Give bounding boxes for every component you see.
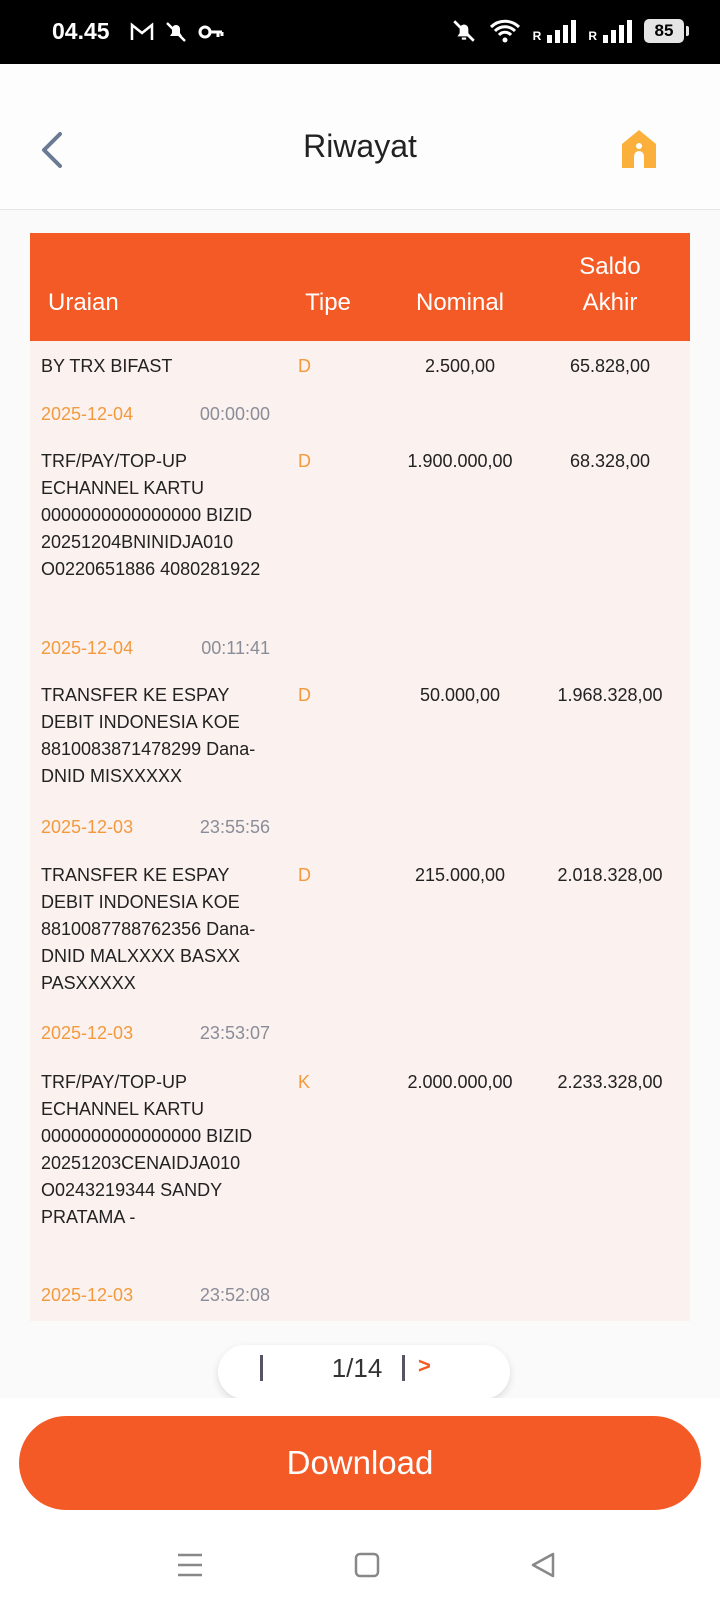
row-saldo: 2.233.328,00 xyxy=(557,1072,663,1092)
key-icon xyxy=(198,22,224,42)
row-tipe: D xyxy=(298,356,311,376)
table-row xyxy=(30,850,690,1057)
signal-icon-1: R xyxy=(533,19,577,43)
row-date: 2025-12-04 xyxy=(41,404,134,424)
table-row xyxy=(30,436,690,670)
status-time: 04.45 xyxy=(52,18,110,44)
row-time: 23:52:08 xyxy=(199,1285,270,1305)
row-nominal: 1.900.000,00 xyxy=(407,451,513,471)
row-date: 2025-12-03 xyxy=(41,1023,134,1043)
row-saldo: 68.328,00 xyxy=(569,451,651,471)
col-uraian: Uraian xyxy=(48,289,119,316)
system-nav-bar xyxy=(0,1540,720,1600)
row-nominal: 2.500,00 xyxy=(424,356,496,376)
row-tipe: D xyxy=(298,685,311,705)
row-tipe: D xyxy=(298,451,311,471)
square-icon[interactable] xyxy=(354,1552,380,1578)
table-row xyxy=(30,1057,690,1319)
row-time: 23:55:56 xyxy=(199,817,270,837)
mute-icon xyxy=(164,20,188,44)
table-row xyxy=(30,341,690,436)
row-time: 00:11:41 xyxy=(201,638,270,658)
row-time: 23:53:07 xyxy=(199,1023,270,1043)
wifi-icon xyxy=(489,18,521,44)
download-button[interactable]: Download xyxy=(19,1416,701,1510)
row-uraian: TRF/PAY/TOP-UP ECHANNEL KARTU 0000000000000000 BIZID 20251203CENAIDJA010 O0243219344 SANDY PRATAMA - xyxy=(41,1072,253,1227)
table-row xyxy=(30,670,690,850)
next-page-button[interactable]: > xyxy=(418,1353,431,1378)
row-saldo: 65.828,00 xyxy=(569,356,651,376)
row-date: 2025-12-04 xyxy=(41,638,134,658)
row-saldo: 1.968.328,00 xyxy=(557,685,663,705)
row-nominal: 50.000,00 xyxy=(419,685,501,705)
row-uraian: TRF/PAY/TOP-UP ECHANNEL KARTU 0000000000000000 BIZID 20251204BNINIDJA010 O0220651886 4080281922 xyxy=(41,451,261,579)
app-header xyxy=(0,64,720,210)
pagination xyxy=(218,1345,510,1399)
row-uraian: TRANSFER KE ESPAY DEBIT INDONESIA KOE 8810087788762356 Dana-DNID MALXXXX BASXX PASXXXXX xyxy=(41,865,256,993)
row-nominal: 215.000,00 xyxy=(414,865,506,885)
row-date: 2025-12-03 xyxy=(41,1285,134,1305)
row-uraian: TRANSFER KE ESPAY DEBIT INDONESIA KOE 8810083871478299 Dana-DNID MISXXXXX xyxy=(41,685,256,786)
status-left-icons xyxy=(130,20,224,44)
col-tipe: Tipe xyxy=(305,289,351,316)
row-time: 00:00:00 xyxy=(199,404,270,424)
bell-off-icon xyxy=(451,18,477,44)
row-uraian: BY TRX BIFAST xyxy=(41,356,173,376)
gmail-icon xyxy=(130,22,154,42)
prev-divider xyxy=(260,1355,263,1381)
signal-icon-2: R xyxy=(588,19,632,43)
row-saldo: 2.018.328,00 xyxy=(557,865,663,885)
triangle-back-icon[interactable] xyxy=(530,1552,556,1578)
next-divider xyxy=(402,1355,405,1381)
row-nominal: 2.000.000,00 xyxy=(407,1072,513,1092)
battery-icon: 85 xyxy=(644,19,684,43)
transaction-table xyxy=(30,233,690,1321)
page-title: Riwayat xyxy=(303,128,417,164)
table-header xyxy=(30,233,690,341)
status-right-icons xyxy=(451,18,684,44)
row-date: 2025-12-03 xyxy=(41,817,134,837)
status-bar xyxy=(0,0,720,64)
page-indicator: 1/14 xyxy=(331,1353,383,1383)
home-icon[interactable] xyxy=(620,128,658,170)
row-tipe: D xyxy=(298,865,311,885)
menu-icon[interactable] xyxy=(176,1552,204,1578)
col-nominal: Nominal xyxy=(415,289,505,316)
row-tipe: K xyxy=(298,1072,311,1092)
col-saldo-akhir: Saldo Akhir xyxy=(579,253,641,316)
